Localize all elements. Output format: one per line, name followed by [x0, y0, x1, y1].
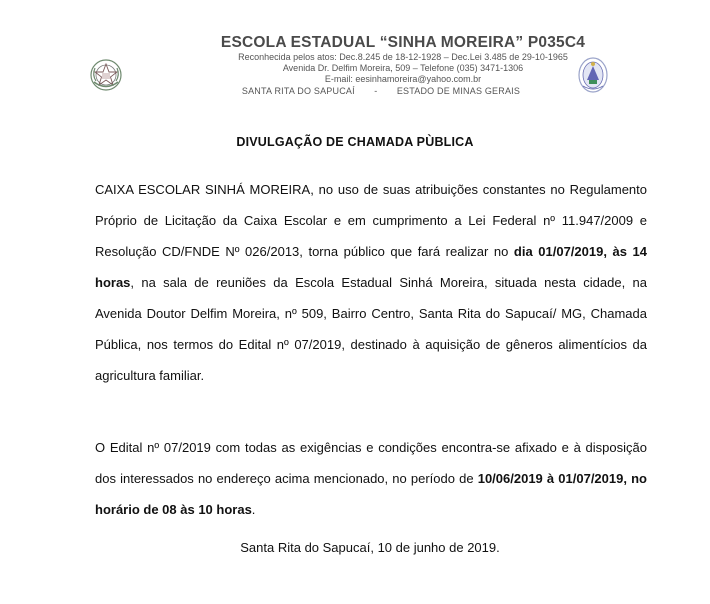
document-title: DIVULGAÇÃO DE CHAMADA PÙBLICA [236, 135, 474, 149]
school-info [120, 34, 640, 97]
state-name: ESTADO DE MINAS GERAIS [396, 86, 521, 96]
city-state-line [122, 85, 640, 97]
paragraph2-period-hours: 10/06/2019 à 01/07/2019, no horário de 08 às 10 horas [95, 471, 647, 517]
school-address: Avenida Dr. Delfim Moreira, 509 – Telefone (035) 3471-1306 [282, 63, 524, 73]
paragraph1-date-time: dia 01/07/2019, às 14 horas [95, 244, 648, 290]
city-state-separator: - [374, 86, 378, 96]
school-email: E-mail: eesinhamoreira@yahoo.com.br [324, 74, 482, 84]
announcement-paragraph [95, 174, 647, 391]
letterhead [0, 34, 710, 104]
city-name: SANTA RITA DO SAPUCAÍ [241, 86, 355, 96]
paragraph1-text-a: CAIXA ESCOLAR SINHÁ MOREIRA, no uso de suas atribuições constantes no Regulamento Próprio de Licitação da Caixa Escolar e em cumprimento a Lei Federal nº 11.947/2009 e Resolução CD/FNDE Nº 026/2013, torna público que fará realizar no [95, 182, 647, 259]
place-and-date: Santa Rita do Sapucaí, 10 de junho de 2019. [240, 540, 500, 555]
school-emblem-icon [576, 56, 610, 94]
paragraph1-text-b: , na sala de reuniões da Escola Estadual Sinhá Moreira, situada nesta cidade, na Avenida Doutor Delfim Moreira, nº 509, Bairro Centro, Santa Rita do Sapucaí/ MG, Chamada Pública, nos termos do Edital nº 07/2019, destinado à aquisição de gêneros alimentícios da agricultura familiar. [95, 275, 647, 383]
edital-paragraph [95, 432, 647, 525]
minas-gerais-coat-of-arms-icon [89, 58, 123, 92]
school-name: ESCOLA ESTADUAL “SINHA MOREIRA” P035C4 [220, 34, 586, 51]
paragraph2-text-b: . [251, 502, 256, 517]
recognition-acts: Reconhecida pelos atos: Dec.8.245 de 18-12-1928 – Dec.Lei 3.485 de 29-10-1965 [238, 52, 568, 62]
paragraph2-text-a: O Edital nº 07/2019 com todas as exigências e condições encontra-se afixado e à disposição dos interessados no endereço acima mencionado, no período de [95, 440, 647, 486]
